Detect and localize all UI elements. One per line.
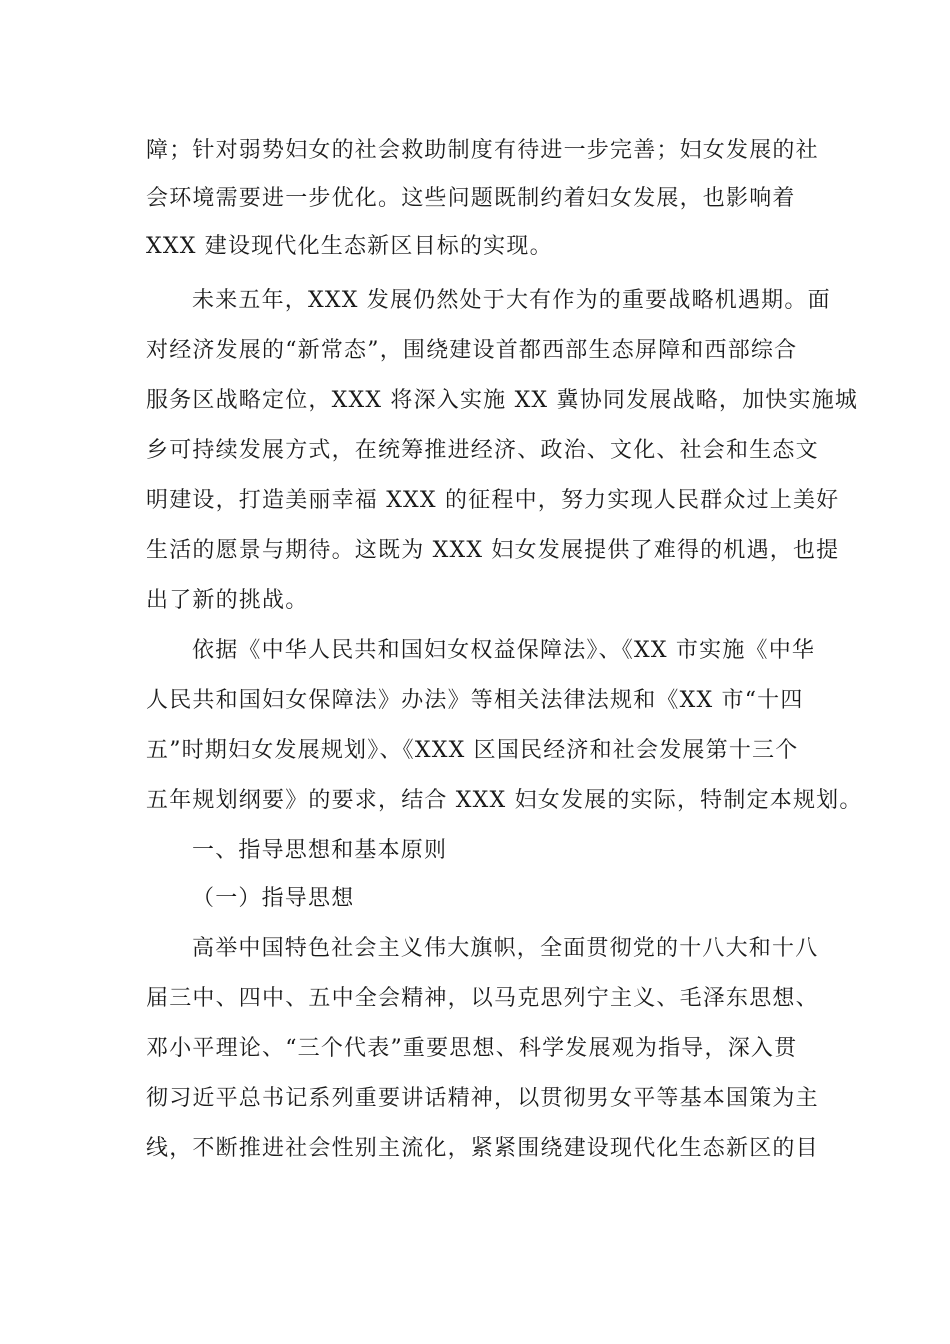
text-line: 对经济发展的“新常态”，围绕建设首都西部生态屏障和西部综合 [146,338,798,363]
text-line: 会环境需要进一步优化。这些问题既制约着妇女发展，也影响着 [146,186,796,211]
text-line: 未来五年，XXX 发展仍然处于大有作为的重要战略机遇期。面 [192,288,831,313]
text-line: 依据《中华人民共和国妇女权益保障法》、《XX 市实施《中华 [192,638,816,663]
text-line: 线，不断推进社会性别主流化，紧紧围绕建设现代化生态新区的目 [146,1136,819,1161]
text-line: 明建设，打造美丽幸福 XXX 的征程中，努力实现人民群众过上美好 [146,488,840,513]
section-heading: 一、指导思想和基本原则 [192,838,448,863]
text-line: 障；针对弱势妇女的社会救助制度有待进一步完善；妇女发展的社 [146,138,819,163]
text-line: 生活的愿景与期待。这既为 XXX 妇女发展提供了难得的机遇，也提 [146,538,840,563]
text-line: 乡可持续发展方式，在统筹推进经济、政治、文化、社会和生态文 [146,438,819,463]
text-line: 服务区战略定位，XXX 将深入实施 XX 冀协同发展战略，加快实施城 [146,388,859,413]
text-line: 邓小平理论、“三个代表”重要思想、科学发展观为指导，深入贯 [146,1036,798,1061]
subsection-heading: （一）指导思想 [192,886,355,911]
text-line: 五”时期妇女发展规划》、《XXX 区国民经济和社会发展第十三个 [146,738,799,763]
text-line: 届三中、四中、五中全会精神，以马克思列宁主义、毛泽东思想、 [146,986,819,1011]
text-line: 高举中国特色社会主义伟大旗帜，全面贯彻党的十八大和十八 [192,936,819,961]
text-line: 五年规划纲要》的要求，结合 XXX 妇女发展的实际，特制定本规划。 [146,788,863,813]
text-line: 人民共和国妇女保障法》办法》等相关法律法规和《XX 市“十四 [146,688,804,713]
text-line: 彻习近平总书记系列重要讲话精神，以贯彻男女平等基本国策为主 [146,1086,819,1111]
text-line: 出了新的挑战。 [146,588,309,613]
text-line: XXX 建设现代化生态新区目标的实现。 [146,234,553,259]
